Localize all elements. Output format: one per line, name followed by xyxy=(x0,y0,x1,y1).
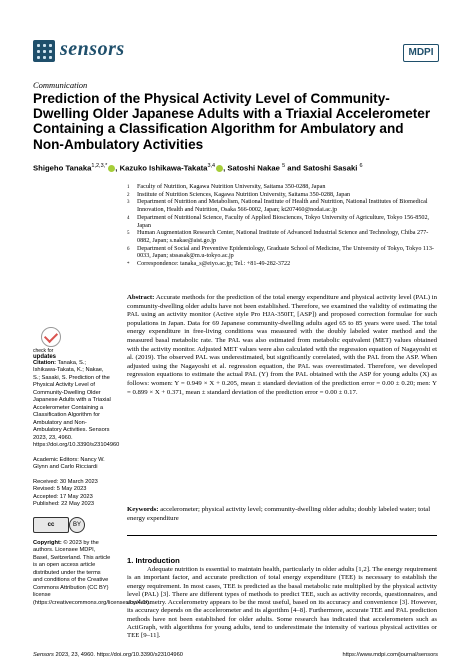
footer-citation: Sensors 2023, 23, 4960. https://doi.org/10.3390/s23104960 xyxy=(33,652,183,658)
author-name[interactable]: Kazuko Ishikawa-Takata xyxy=(119,163,208,173)
updates-label: check for updates xyxy=(33,348,57,360)
author-affil: 1,2,3,* xyxy=(91,163,108,169)
affiliation-text: Department of Social and Preventive Epidemiology, Graduate School of Medicine, The University of Tokyo, Tokyo 113-0033, Japan; stssasak@m.u-tokyo.ac.jp xyxy=(137,245,434,260)
affiliation-item xyxy=(127,230,437,245)
author-affil: 5 xyxy=(282,163,286,169)
affiliation-text: Department of Nutritional Science, Faculty of Applied Biosciences, Tokyo University of Agriculture, Tokyo 156-8502, Japan xyxy=(137,214,430,229)
dates-block xyxy=(33,479,111,509)
academic-editors: Academic Editors: Nancy W. Glynn and Carlo Ricciardi xyxy=(33,457,105,471)
affiliation-number: 5 xyxy=(127,231,130,237)
author-name[interactable]: Shigeho Tanaka xyxy=(33,163,92,173)
divider xyxy=(127,535,437,536)
affiliation-number: 3 xyxy=(127,200,130,206)
affiliation-number: 1 xyxy=(127,185,130,190)
citation-text: Tanaka, S.; Ishikawa-Takata, K.; Nakae, S.; Sasaki, S. Prediction of the Physical Activity Level of Community-Dwelling Older Japanese Adults with a Triaxial Accelerometer Containing a Classification Algorithm for Ambulatory and Non-Ambulatory Activities. Sensors 2023, 23, 4960. https://doi.org/10.3390/s23104960 xyxy=(33,360,120,448)
affiliation-item xyxy=(127,215,437,230)
orcid-icon[interactable] xyxy=(108,165,115,172)
affiliation-number: 2 xyxy=(127,192,130,198)
affiliation-number: 6 xyxy=(127,246,130,252)
affiliation-text: Faculty of Nutrition, Kagawa Nutrition University, Saitama 350-0288, Japan xyxy=(137,184,326,190)
affiliation-text: Correspondence: tanaka_s@eiyo.ac.jp; Tel.: +81-49-282-3722 xyxy=(137,261,291,268)
author-name[interactable]: Satoshi Sasaki xyxy=(303,163,358,173)
copyright-block xyxy=(33,540,151,607)
intro-paragraph xyxy=(127,566,437,641)
keywords xyxy=(127,506,437,523)
affiliation-text: Department of Nutrition and Metabolism, National Institute of Health and Nutrition, National Institutes of Biomedical Innovation, Health and Nutrition, Osaka 566-0002, Japan; kt207460@nodai.ac.jp xyxy=(137,199,428,214)
article-type: Communication xyxy=(33,80,88,90)
affiliations xyxy=(127,184,437,269)
abstract-label: Abstract: xyxy=(127,294,155,301)
keywords-text: accelerometer; physical activity level; community-dwelling older adults; doubly labeled water; total energy expenditure xyxy=(127,506,431,522)
section-heading: 1. Introduction xyxy=(127,556,180,565)
check-for-updates[interactable] xyxy=(33,327,71,360)
copyright-label: Copyright: xyxy=(33,540,62,546)
revised-date: Revised: 5 May 2023 xyxy=(33,486,87,493)
journal-logo-icon xyxy=(33,40,55,62)
author-affil: 3,4 xyxy=(207,163,216,169)
publisher-logo[interactable]: MDPI xyxy=(403,44,439,62)
author-list: Shigeho Tanaka$^{1,2,3,*}$ , Kazuko Ishikawa-Takata$^{3,4}$ , Satoshi Nakae $^5$ and Satoshi Sasaki $^6$ xyxy=(33,163,363,173)
author-name[interactable]: Satoshi Nakae xyxy=(227,163,280,173)
intro-text: Adequate nutrition is essential to maintain health, particularly in older adults [1,2]. The energy requirement is an important factor, and accurate prediction of total energy expenditure (TEE) is necessary to establish the energy requirement. In most cases, TEE is predicted as the basal metabolic rate multiplied by the physical activity level (PAL) [3]. There are different types of methods to predict TEE, such as activity records, questionnaires, and accelerometry. Accelerometry appears to be the most useful, based on its accuracy and convenience [3]. However, its accuracy depends on the accelerometer and its algorithm [4–8]. Furthermore, accurate TEE and PAL prediction methods have not been established for older adults. Some research has indicated that accelerometers such as ActiGraph, with algorithms for young adults, tend to underestimate the intensity of various physical activities or TEE [9–11]. xyxy=(127,566,437,640)
footer-journal-url[interactable]: https://www.mdpi.com/journal/sensors xyxy=(342,652,438,658)
cc-by-icon[interactable]: BY xyxy=(69,517,85,533)
abstract xyxy=(127,294,437,397)
article-title: Prediction of the Physical Activity Level of Community-Dwelling Older Japanese Adults with a Triaxial Accelerometer Containing a Classification Algorithm for Ambulatory and Non-Ambulatory Activities xyxy=(33,91,431,152)
affiliation-text: Human Augmentation Research Center, National Institute of Advanced Industrial Science and Technology, Chiba 277-0882, Japan; s.nakae@aist.go.jp xyxy=(137,230,429,244)
page-footer xyxy=(33,652,438,658)
affiliation-number: 4 xyxy=(127,215,130,221)
orcid-icon[interactable] xyxy=(216,165,223,172)
received-date: Received: 30 March 2023 xyxy=(33,479,98,485)
affiliation-text: Institute of Nutrition Sciences, Kagawa Nutrition University, Saitama 350-0288, Japan xyxy=(137,191,351,198)
updates-icon xyxy=(41,327,61,347)
affiliation-item xyxy=(127,246,437,261)
accepted-date: Accepted: 17 May 2023 xyxy=(33,493,93,500)
citation-label: Citation: xyxy=(33,360,57,366)
abstract-text: Accurate methods for the prediction of the total energy expenditure and physical activity level (PAL) in community-dwelling older adults have not been established. Therefore, we examined the validity of estimating the PAL using an activity monitor (Active style Pro HJA-350IT, [ASP]) and proposed correction formulae for such populations in Japan. Data for 69 Japanese community-dwelling adults aged 65 to 85 years were used. The total energy expenditure in free-living conditions was measured with the doubly labeled water method and the measured basal metabolic rate. The PAL was also estimated from metabolic equivalent (MET) values obtained with the activity monitor. Adjusted MET values were also calculated with the regression equation of Nagayoshi et al. (2019). The observed PAL was underestimated, but significantly correlated, with the PAL from the ASP. When adjusted using the Nagayoshi et al. regression equation, the PAL was overestimated. Therefore, we developed regression equations to estimate the actual PAL (Y) from the PAL obtained with the ASP for young adults (X) as follows: women: Y = 0.949 × X + 0.205, mean ± standard deviation of the prediction error = 0.00 ± 0.20; men: Y = 0.899 × X + 0.371, mean ± standard deviation of the prediction error = 0.00 ± 0.17. xyxy=(127,294,437,396)
affiliation-item xyxy=(127,199,437,214)
journal-name: sensors xyxy=(60,38,125,60)
keywords-label: Keywords: xyxy=(127,506,159,513)
citation-block xyxy=(33,360,120,449)
cc-license-icon[interactable]: cc xyxy=(33,517,69,533)
published-date: Published: 22 May 2023 xyxy=(33,501,95,508)
affiliation-number: * xyxy=(127,262,130,268)
affiliation-item xyxy=(127,261,437,269)
affiliation-item xyxy=(127,184,437,192)
copyright-text: © 2023 by the authors. Licensee MDPI, Basel, Switzerland. This article is an open access article distributed under the terms and conditions of the Creative Commons Attribution (CC BY) license (https://creativecommons.org/licenses/by/4.0/). xyxy=(33,540,151,606)
author-affil: 6 xyxy=(359,163,363,169)
